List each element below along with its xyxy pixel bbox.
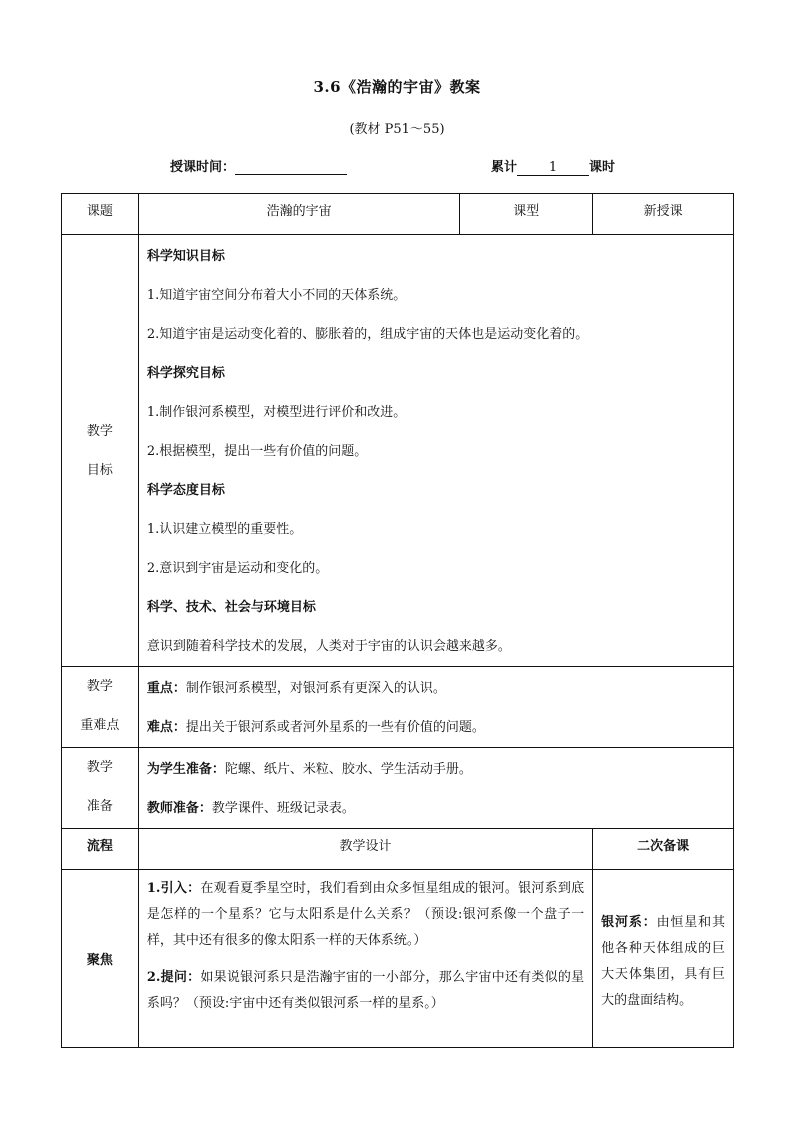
key-points-row	[62, 667, 734, 748]
preparation-label-line2: 准备	[86, 799, 113, 814]
total-hours-unit: 课时	[589, 160, 616, 175]
total-hours-line	[491, 156, 615, 176]
note-text: 由恒星和其他各种天体组成的巨大天体集团，具有巨大的盘面结构。	[601, 914, 725, 1008]
knowledge-goal-1: 1.知道宇宙空间分布着大小不同的天体系统。	[146, 288, 407, 303]
difficult-point-text: 提出关于银河系或者河外星系的一些有价值的问题。	[185, 720, 485, 735]
teaching-time-label: 授课时间：	[170, 160, 236, 175]
goals-row	[62, 235, 734, 667]
total-hours-label: 累计	[491, 160, 518, 175]
key-point-label: 重点：	[146, 681, 186, 696]
design-label-cell	[138, 829, 592, 870]
type-value: 新授课	[643, 204, 683, 219]
stse-goal-1: 意识到随着科学技术的发展，人类对于宇宙的认识会越来越多。	[146, 639, 511, 654]
flow-header-row	[62, 829, 734, 870]
note-label: 银河系：	[601, 914, 657, 930]
teacher-prep-label: 教师准备：	[146, 801, 212, 816]
preparation-row	[62, 748, 734, 829]
inquiry-goal-heading: 科学探究目标	[146, 366, 225, 381]
topic-value: 浩瀚的宇宙	[266, 204, 332, 219]
attitude-goal-heading: 科学态度目标	[146, 483, 225, 498]
lesson-plan-table	[61, 193, 734, 1048]
document-subtitle: (教材 P51～55)	[349, 122, 445, 137]
teaching-time-line	[170, 156, 347, 175]
second-prep-label: 二次备课	[637, 839, 690, 854]
knowledge-goal-2: 2.知道宇宙是运动变化着的、膨胀着的，组成宇宙的天体也是运动变化着的。	[146, 327, 589, 342]
focus-ask	[147, 965, 584, 1017]
teacher-prep-text: 教学课件、班级记录表。	[211, 801, 355, 816]
focus-row	[62, 870, 734, 1048]
focus-intro	[147, 876, 584, 954]
goals-label-cell	[62, 235, 139, 667]
student-prep-line	[147, 750, 725, 789]
total-hours-value: 1	[517, 160, 589, 176]
preparation-label-cell	[62, 748, 139, 829]
key-point-text: 制作银河系模型，对银河系有更深入的认识。	[185, 681, 446, 696]
difficult-point-label: 难点：	[146, 720, 186, 735]
attitude-goal-2: 2.意识到宇宙是运动和变化的。	[146, 561, 329, 576]
type-value-cell	[593, 194, 734, 235]
focus-intro-text: 在观看夏季星空时，我们看到由众多恒星组成的银河。银河系到底是怎样的一个星系？它与太阳系是什么关系？（预设:银河系像一个盘子一样，其中还有很多的像太阳系一样的天体系统。）	[146, 881, 585, 948]
type-label-cell	[460, 194, 593, 235]
focus-content-cell	[138, 870, 592, 1048]
preparation-content-cell	[138, 748, 733, 829]
goals-label-line1: 教学	[86, 423, 113, 439]
second-prep-note	[593, 904, 733, 1014]
teaching-time-blank	[235, 160, 347, 175]
knowledge-goal-heading: 科学知识目标	[146, 249, 225, 264]
student-prep-label: 为学生准备：	[146, 762, 225, 777]
focus-label: 聚焦	[86, 953, 113, 968]
flow-label: 流程	[86, 839, 113, 854]
key-point-line	[147, 669, 725, 708]
topic-label: 课题	[86, 204, 113, 219]
difficult-point-line	[147, 708, 725, 747]
second-prep-note-cell	[593, 870, 734, 1048]
stse-goal-heading: 科学、技术、社会与环境目标	[146, 600, 316, 615]
teacher-prep-line	[147, 789, 725, 828]
goals-label-line2: 目标	[86, 462, 113, 478]
goals-label	[62, 412, 138, 490]
focus-ask-label: 2.提问：	[146, 970, 201, 985]
student-prep-text: 陀螺、纸片、米粒、胶水、学生活动手册。	[224, 762, 472, 777]
inquiry-goal-2: 2.根据模型，提出一些有价值的问题。	[146, 444, 368, 459]
flow-label-cell	[62, 829, 139, 870]
focus-ask-text: 如果说银河系只是浩瀚宇宙的一小部分，那么宇宙中还有类似的星系吗？（预设:宇宙中还有类似银河系一样的星系。）	[146, 970, 585, 1011]
preparation-label-line1: 教学	[86, 760, 113, 775]
topic-label-cell	[62, 194, 139, 235]
focus-label-cell	[62, 870, 139, 1048]
topic-value-cell	[138, 194, 459, 235]
attitude-goal-1: 1.认识建立模型的重要性。	[146, 522, 303, 537]
key-points-label-line1: 教学	[86, 679, 113, 694]
goals-content-cell	[138, 235, 733, 667]
design-label: 教学设计	[339, 839, 392, 854]
second-prep-label-cell	[593, 829, 734, 870]
document-title: 3.6《浩瀚的宇宙》教案	[313, 78, 481, 96]
key-points-content-cell	[138, 667, 733, 748]
inquiry-goal-1: 1.制作银河系模型，对模型进行评价和改进。	[146, 405, 407, 420]
key-points-label	[62, 667, 138, 745]
key-points-label-cell	[62, 667, 139, 748]
topic-row	[62, 194, 734, 235]
preparation-label	[62, 748, 138, 826]
key-points-label-line2: 重难点	[80, 718, 120, 733]
type-label: 课型	[513, 204, 540, 219]
focus-intro-label: 1.引入：	[146, 881, 201, 896]
